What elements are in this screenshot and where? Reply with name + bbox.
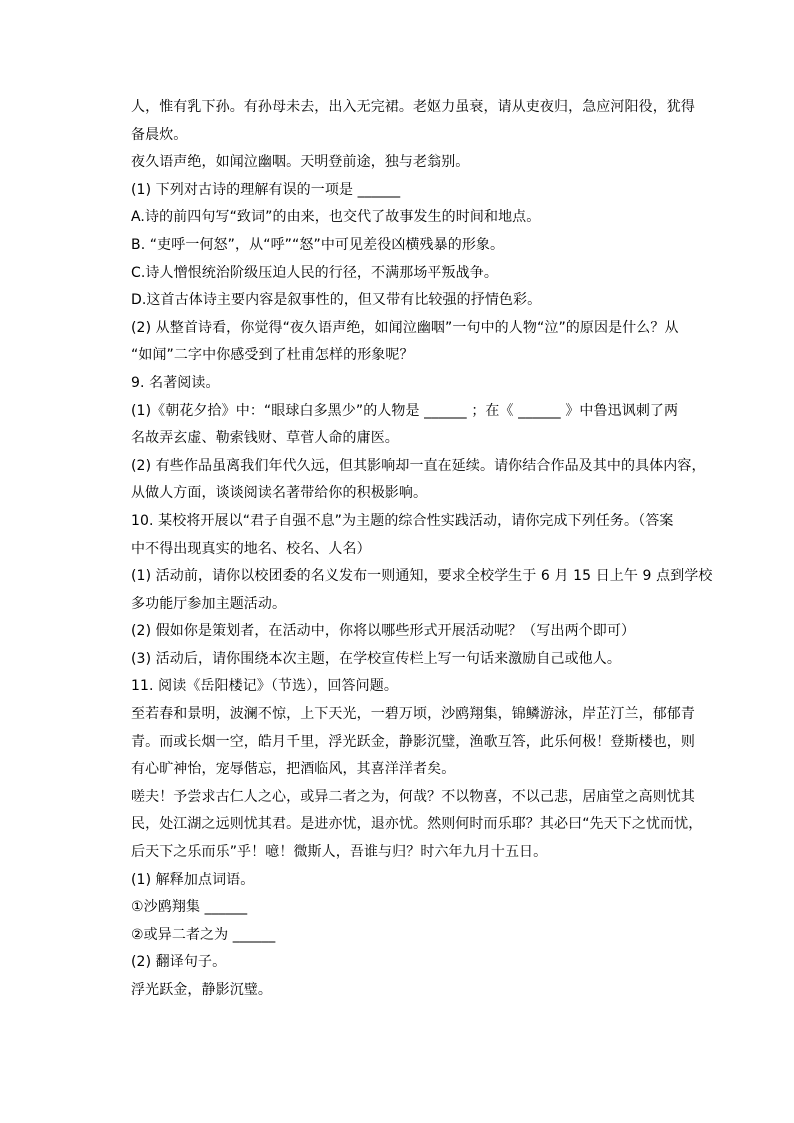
question-10-1-line-2: 多功能厅参加主题活动。 bbox=[131, 595, 287, 612]
question-8-2-line-2: “如闻”二字中你感受到了杜甫怎样的形象呢？ bbox=[131, 347, 414, 364]
option-a: A.诗的前四句写“致词”的由来，也交代了故事发生的时间和地点。 bbox=[131, 209, 541, 226]
document-body bbox=[131, 94, 713, 1005]
poem-line-3: 夜久语声绝，如闻泣幽咽。天明登前途，独与老翁别。 bbox=[131, 154, 470, 171]
option-b: B. “吏呼一何怒”，从“呼”“怒”中可见差役凶横残暴的形象。 bbox=[131, 236, 505, 253]
question-10-heading-line-1: 10. 某校将开展以“君子自强不息”为主题的综合性实践活动，请你完成下列任务。（答案 bbox=[131, 512, 674, 529]
question-10-heading-line-2: 中不得出现真实的地名、校名、人名） bbox=[131, 540, 371, 557]
passage-line-6: 后天下之乐而乐”乎！噫！微斯人，吾谁与归？时六年九月十五日。 bbox=[131, 844, 548, 861]
question-10-1-line-1: (1) 活动前，请你以校团委的名义发布一则通知，要求全校学生于 6 月 15 日上午 9 点到学校 bbox=[131, 568, 713, 585]
question-11-1-item-2: ②或异二者之为 ______ bbox=[131, 926, 276, 943]
question-9-2-line-2: 从做人方面，谈谈阅读名著带给你的积极影响。 bbox=[131, 485, 428, 502]
question-10-3: (3) 活动后，请你围绕本次主题，在学校宣传栏上写一句话来激励自己或他人。 bbox=[131, 650, 621, 667]
question-9-heading: 9. 名著阅读。 bbox=[131, 374, 220, 391]
question-11-2: (2) 翻译句子。 bbox=[131, 954, 227, 971]
question-11-2-sentence: 浮光跃金，静影沉璧。 bbox=[131, 982, 272, 998]
passage-line-4: 嗟夫！予尝求古仁人之心，或异二者之为，何哉？不以物喜，不以己悲，居庙堂之高则忧其 bbox=[131, 788, 695, 805]
option-d: D.这首古体诗主要内容是叙事性的，但又带有比较强的抒情色彩。 bbox=[131, 292, 542, 309]
question-9-2-line-1: (2) 有些作品虽离我们年代久远，但其影响却一直在延续。请你结合作品及其中的具体内容， bbox=[131, 457, 706, 474]
question-9-1-line-2: 名故弄玄虚、勒索钱财、草菅人命的庸医。 bbox=[131, 430, 399, 447]
poem-line-1: 人，惟有乳下孙。有孙母未去，出入无完裙。老妪力虽衰，请从吏夜归，急应河阳役，犹得 bbox=[131, 99, 695, 115]
question-8-2-line-1: (2) 从整首诗看，你觉得“夜久语声绝，如闻泣幽咽”一句中的人物“泣”的原因是什么？从 bbox=[131, 319, 679, 336]
question-11-1: (1) 解释加点词语。 bbox=[131, 871, 255, 888]
poem-line-2: 备晨炊。 bbox=[131, 126, 188, 143]
passage-line-5: 民，处江湖之远则忧其君。是进亦忧，退亦忧。然则何时而乐耶？其必曰“先天下之忧而忧， bbox=[131, 816, 703, 833]
question-8-1: (1) 下列对古诗的理解有误的一项是 ______ bbox=[131, 181, 401, 198]
passage-line-3: 有心旷神怡，宠辱偕忘，把酒临风，其喜洋洋者矣。 bbox=[131, 761, 456, 778]
question-10-2: (2) 假如你是策划者，在活动中，你将以哪些形式开展活动呢？（写出两个即可） bbox=[131, 623, 636, 640]
passage-line-2: 青。而或长烟一空，皓月千里，浮光跃金，静影沉璧，渔歌互答，此乐何极！登斯楼也，则 bbox=[131, 733, 695, 750]
question-11-heading: 11. 阅读《岳阳楼记》（节选），回答问题。 bbox=[131, 678, 398, 695]
question-11-1-item-1: ①沙鸥翔集 ______ bbox=[131, 899, 248, 916]
option-c: C.诗人憎恨统治阶级压迫人民的行径，不满那场平叛战争。 bbox=[131, 264, 498, 281]
question-9-1-line-1: (1)《朝花夕拾》中：“眼球白多黑少”的人物是 ______ ；在《 ______ 》中鲁迅讽刺了两 bbox=[131, 402, 679, 419]
passage-line-1: 至若春和景明，波澜不惊，上下天光，一碧万顷，沙鸥翔集，锦鳞游泳，岸芷汀兰，郁郁青 bbox=[131, 706, 695, 723]
